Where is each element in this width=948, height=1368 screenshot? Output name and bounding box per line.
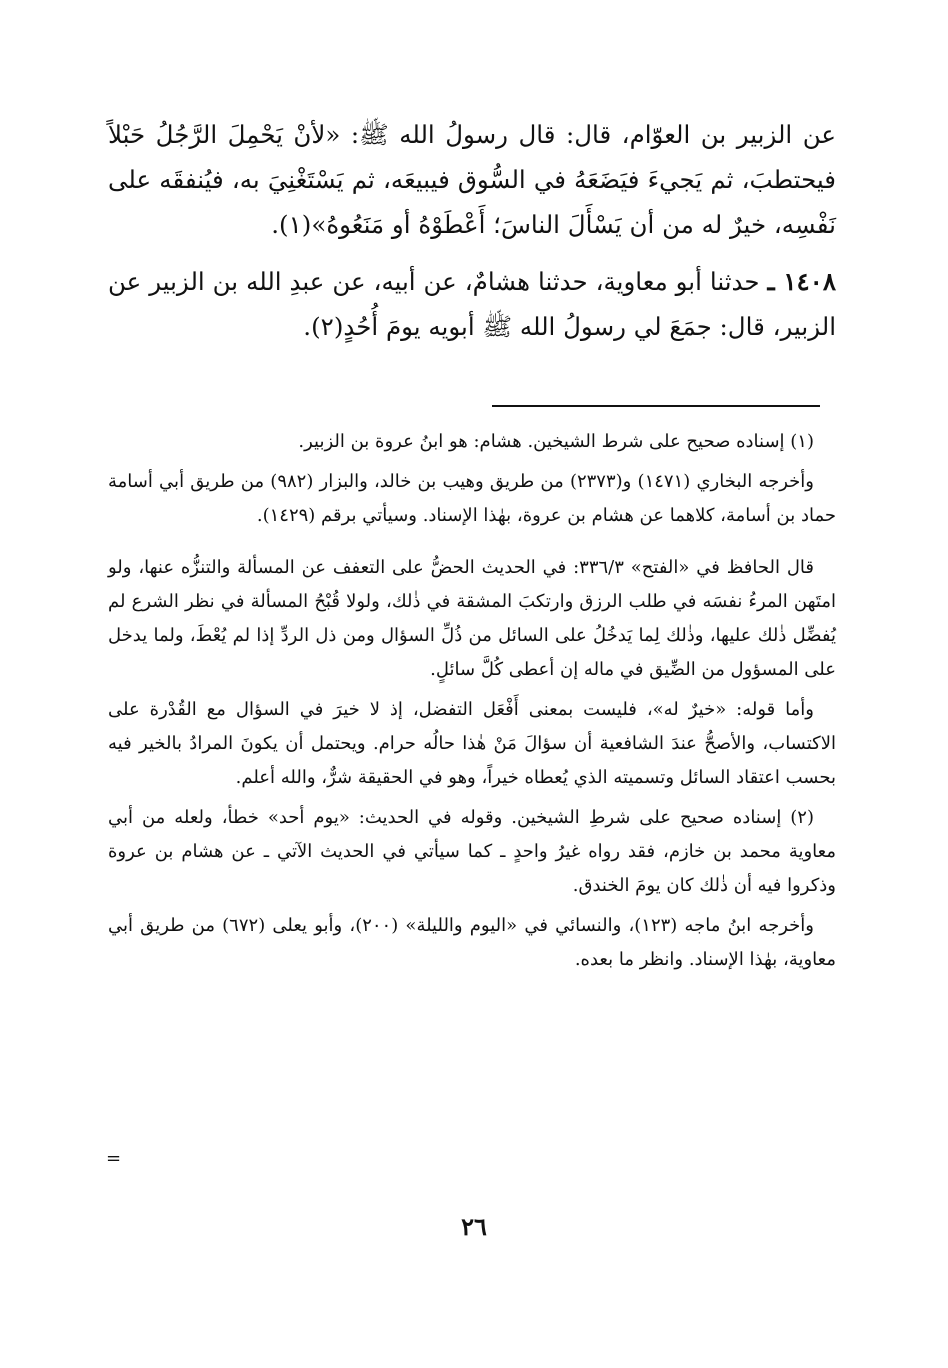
footnote-separator <box>492 405 820 407</box>
footnote-1-fath-quote: قال الحافظ في «الفتح» ٣٣٦/٣: في الحديث الحضُّ على التعفف عن المسألة والتنزُّه عنها، ولو امتَهن المرءُ نفسَه في طلب الرزق وارتكبَ المشقة في ذٰلك، ولولا قُبْحُ المسألة في نظر الشرع لم يُفضِّل ذٰلك عليها، وذٰلك لِما يَدخُلُ على السائل من ذُلِّ السؤال ومن ذل الردِّ إذا لم يُعْطَ، ولما يدخل على المسؤول من الضِّيق في ماله إن أعطى كُلَّ سائلٍ. <box>108 557 836 680</box>
main-text <box>108 112 836 361</box>
hadith-paragraph: عن الزبير بن العوّام، قال: قال رسولُ الله ﷺ: «لأنْ يَحْمِلَ الرَّجُلُ حَبْلاً فيحتطبَ، ثم يَجيءَ فيَضَعَهُ في السُّوق فيبيعَه، ثم يَسْتَغْنِيَ به، فيُنفقَه على نَفْسِه، خيرٌ له من أن يَسْأَلَ الناسَ؛ أَعْطَوْهُ أو مَنَعُوهُ»(١). <box>108 120 836 239</box>
hadith-number: ١٤٠٨ ـ <box>767 267 836 296</box>
continuation-mark: = <box>106 1148 122 1169</box>
footnote-2: (٢) إسناده صحيح على شرطِ الشيخين. وقوله في الحديث: «يوم أحد» خطأ، ولعله من أبي معاوية محمد بن خازم، فقد رواه غيرُ واحدٍ ـ كما سيأتي في الحديث الآتي ـ عن هشام بن عروة وذكروا فيه أن ذٰلك كان يومَ الخندق. <box>108 807 836 896</box>
footnote-2-takhrij: وأخرجه ابنُ ماجه (١٢٣)، والنسائي في «اليوم والليلة» (٢٠٠)، وأبو يعلى (٦٧٢) من طريق أبي معاوية، بهٰذا الإسناد. وانظر ما بعده. <box>108 915 836 970</box>
footnote-1: (١) إسناده صحيح على شرط الشيخين. هشام: هو ابنُ عروة بن الزبير. <box>298 431 814 452</box>
footnotes <box>108 425 836 983</box>
page-number: ٢٦ <box>461 1212 487 1241</box>
hadith-paragraph-1408 <box>108 259 836 349</box>
hadith-text: حدثنا أبو معاوية، حدثنا هشامٌ، عن أبيه، عن عبدِ الله بن الزبير عن الزبير، قال: جمَعَ لي رسولُ الله ﷺ أبويه يومَ أُحُدٍ(٢). <box>108 267 836 341</box>
footnote-1-commentary: وأما قوله: «خيرٌ له»، فليست بمعنى أَفْعَل التفضل، إذ لا خيرَ في السؤال مع القُدْرة على الاكتساب، والأصحُّ عندَ الشافعية أن سؤالَ مَنْ هٰذا حالُه حرام. ويحتمل أن يكونَ المرادُ بالخير فيه بحسب اعتقاد السائل وتسميته الذي يُعطاه خيراً، وهو في الحقيقة شرٌّ، والله أعلم. <box>108 699 836 788</box>
footnote-1-takhrij: وأخرجه البخاري (١٤٧١) و(٢٣٧٣) من طريق وهيب بن خالد، والبزار (٩٨٢) من طريق أبي أسامة حماد بن أسامة، كلاهما عن هشام بن عروة، بهٰذا الإسناد. وسيأتي برقم (١٤٢٩). <box>108 471 836 526</box>
